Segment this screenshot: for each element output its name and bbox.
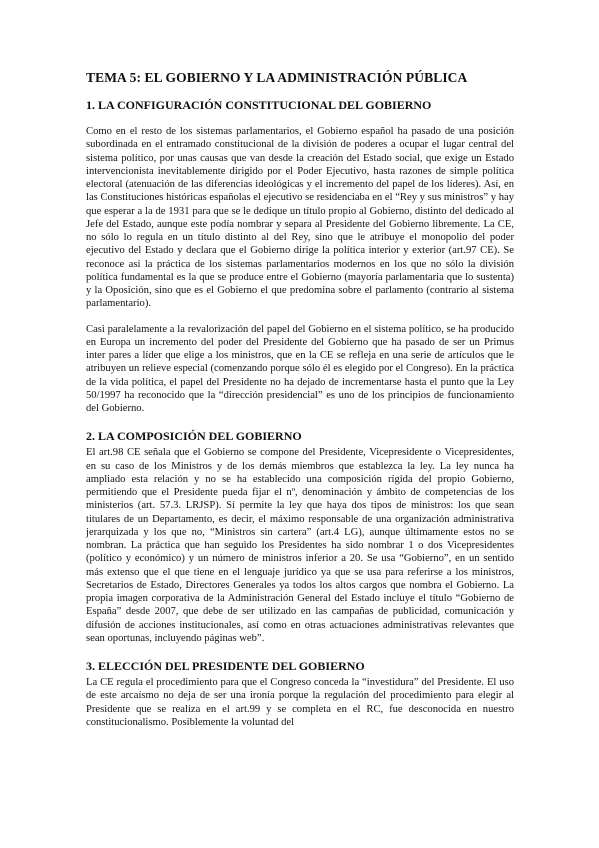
paragraph-eleccion-1: La CE regula el procedimiento para que el Congreso conceda la “investidura” del Presidente. El uso de este arcaísmo no deja de ser una ironía porque la regulación del procedimiento para elegir al Presidente que se realiza en el art.99 y se completa en el RC, fue desconocida en nuestro constitucionalismo. Posiblemente la voluntad del — [86, 677, 514, 728]
document-body — [86, 70, 514, 741]
paragraph-configuracion-1: Como en el resto de los sistemas parlamentarios, el Gobierno español ha pasado de una posición subordinada en el entramado constitucional de la división de poderes a ocupar el lugar central del sistema político, por unas causas que van desde la creación del Estado social, que exige un Estado intervencionista inevitablemente dirigido por el Poder Ejecutivo, hasta razones de simple política electoral (atenuación de las diferencias ideológicas y el incremento del papel de los líderes). Así, en las Constituciones históricas españolas el ejecutivo se residenciaba en el “Rey y sus ministros” y hay que esperar a la de 1931 para que se le dedique un título propio al Gobierno, distinto del dedicado al Jefe del Estado, aunque este podía nombrar y separa al Presidente del Gobierno libremente. La CE, no sólo lo regula en un título distinto al del Rey, sino que le atribuye el monopolio del poder ejecutivo del Estado y declara que el Gobierno dirige la política interior y exterior (art.97 CE). Se reconoce así la práctica de los sistemas parlamentarios modernos en los que no sólo la división política fundamental es la que se produce entre el Gobierno (mayoría parlamentaria que lo sustenta) y la Oposición, sino que es el Gobierno el que predomina sobre el parlamento (contrario al sistema parlamentario). — [86, 126, 514, 310]
section-heading-eleccion: 3. ELECCIÓN DEL PRESIDENTE DEL GOBIERNO — [86, 659, 365, 673]
section-heading-composicion: 2. LA COMPOSICIÓN DEL GOBIERNO — [86, 429, 302, 444]
paragraph-configuracion-2: Casi paralelamente a la revalorización del papel del Gobierno en el sistema político, se ha producido en Europa un incremento del poder del Presidente del Gobierno que ha pasado de ser un Primus inter pares a líder que elige a los ministros, que en la CE se refleja en una serie de artículos que le atribuyen un relieve especial (comenzando porque sólo él es elegido por el Congreso). En la práctica de la vida política, el papel del Presidente no ha dejado de incrementarse hasta el punto que la Ley 50/1997 ha reconocido que la “dirección presidencial” es uno de los principios de funcionamiento del Gobierno. — [86, 323, 514, 414]
document-title: TEMA 5: EL GOBIERNO Y LA ADMINISTRACIÓN PÚBLICA — [86, 70, 468, 85]
section-heading-configuracion: 1. LA CONFIGURACIÓN CONSTITUCIONAL DEL GOBIERNO — [86, 98, 432, 112]
paragraph-composicion-1: El art.98 CE señala que el Gobierno se compone del Presidente, Vicepresidente o Vicepresidentes, en su caso de los Ministros y de los demás miembros que establezca la ley. La ley nunca ha ampliado esta relación y no se ha establecido una composición rígida del propio Gobierno, permitiendo que el Presidente pueda fijar el nº, denominación y ámbito de competencias de los ministerios (art. 57.3. LRJSP). Sí permite la ley que haya dos tipos de ministros: los que sean titulares de un Departamento, es decir, el máximo responsable de una organización administrativa jerarquizada y los que no, “Ministros sin cartera” (art.4 LG), aunque últimamente estos no se nombran. La práctica que han seguido los Presidentes ha sido nombrar 1 o dos Vicepresidentes (político y económico) y un número de ministros inferior a 20. Se usa “Gobierno”, en un sentido más extenso que el que tiene en el lenguaje jurídico ya que se usa para referirse a los ministros, Secretarios de Estado, Directores Generales ya todos los altos cargos que nombra el Gobierno. La propia imagen corporativa de la Administración General del Estado incluye el título “Gobierno de España” desde 2007, que debe de ser utilizado en las campañas de publicidad, comunicación y difusión de acciones institucionales, así como en otras actuaciones administrativas relevantes que sean oportunas, incluyendo páginas web”. — [86, 447, 514, 644]
